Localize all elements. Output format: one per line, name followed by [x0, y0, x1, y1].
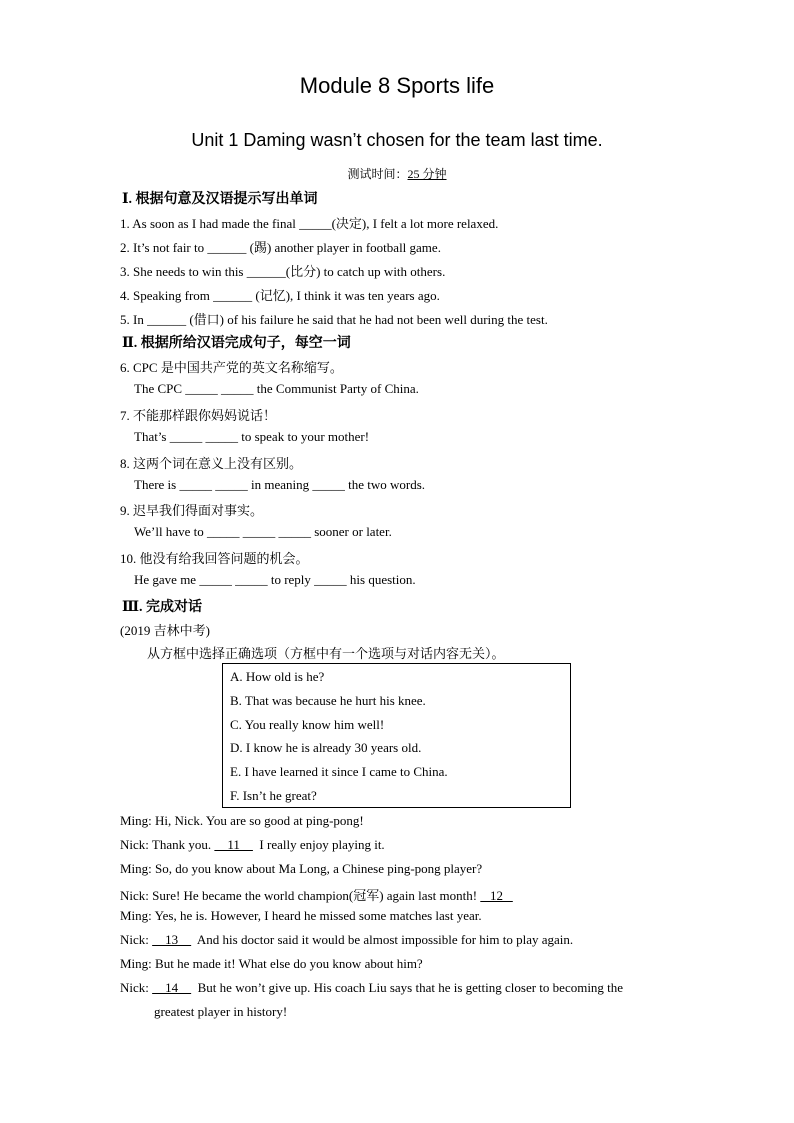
test-time [0, 165, 794, 182]
question-6-chinese: 6. CPC 是中国共产党的英文名称缩写。 [120, 360, 343, 375]
dialogue-text: Yes, he is. However, I heard he missed some matches last year. [154, 908, 482, 923]
speaker: Nick: [120, 837, 149, 852]
blank-14: 14 [152, 980, 192, 995]
blank-11: 11 [214, 837, 253, 852]
section-2-heading: Ⅱ. 根据所给汉语完成句子，每空一词 [122, 336, 351, 351]
dialogue-continuation: greatest player in history! [154, 1004, 288, 1019]
dialogue-text: But he won’t give up. His coach Liu says that he is getting closer to becoming the [191, 980, 624, 995]
question-1: 1. As soon as I had made the final _____(决定), I felt a lot more relaxed. [120, 216, 499, 231]
test-time-value: 25 分钟 [407, 167, 447, 181]
question-8-chinese: 8. 这两个词在意义上没有区别。 [120, 456, 303, 471]
dialogue-line [120, 932, 573, 948]
dialogue-text: So, do you know about Ma Long, a Chinese ping-pong player? [155, 861, 483, 876]
options-box [222, 663, 571, 808]
dialogue-line [120, 837, 385, 853]
section-1-heading: Ⅰ. 根据句意及汉语提示写出单词 [122, 192, 318, 207]
option-a: A. How old is he? [230, 669, 325, 684]
question-7-english: That’s _____ _____ to speak to your mother! [134, 429, 370, 444]
speaker: Nick: [120, 980, 149, 995]
blank-12: 12 [480, 888, 513, 903]
dialogue-text: But he made it! What else do you know about him? [155, 956, 423, 971]
question-9-english: We’ll have to _____ _____ _____ sooner or later. [134, 524, 392, 539]
question-10-chinese: 10. 他没有给我回答问题的机会。 [120, 551, 309, 566]
speaker: Ming: [120, 908, 152, 923]
speaker: Nick: [120, 932, 149, 947]
section-3-source: (2019 吉林中考) [120, 623, 210, 638]
option-f: F. Isn’t he great? [230, 788, 317, 803]
section-3-heading: Ⅲ. 完成对话 [122, 600, 203, 615]
question-6-english: The CPC _____ _____ the Communist Party of China. [134, 381, 419, 396]
question-7-chinese: 7. 不能那样跟你妈妈说话！ [120, 408, 277, 423]
speaker: Ming: [120, 956, 152, 971]
dialogue-line [120, 813, 364, 829]
question-2: 2. It’s not fair to ______ (踢) another player in football game. [120, 240, 441, 255]
dialogue-text: Hi, Nick. You are so good at ping-pong! [155, 813, 364, 828]
option-e: E. I have learned it since I came to China. [230, 764, 448, 779]
dialogue-line [120, 861, 482, 877]
dialogue-text: Thank you. [151, 837, 215, 852]
dialogue-line [120, 908, 482, 924]
dialogue-text: I really enjoy playing it. [252, 837, 385, 852]
question-5: 5. In ______ (借口) of his failure he said that he had not been well during the test. [120, 312, 548, 327]
option-c: C. You really know him well! [230, 717, 385, 732]
question-3: 3. She needs to win this ______(比分) to catch up with others. [120, 264, 446, 279]
dialogue-text: Sure! He became the world champion(冠军) again last month! [152, 888, 481, 903]
question-10-english: He gave me _____ _____ to reply _____ his question. [134, 572, 416, 587]
test-time-label: 测试时间： [347, 167, 408, 181]
option-b: B. That was because he hurt his knee. [230, 693, 426, 708]
speaker: Ming: [120, 861, 152, 876]
question-8-english: There is _____ _____ in meaning _____ the two words. [134, 477, 426, 492]
page-title: Module 8 Sports life [299, 73, 495, 98]
dialogue-line [120, 980, 623, 996]
question-4: 4. Speaking from ______ (记忆), I think it was ten years ago. [120, 288, 440, 303]
speaker: Nick: [120, 888, 149, 903]
blank-13: 13 [152, 932, 192, 947]
speaker: Ming: [120, 813, 152, 828]
dialogue-line [120, 956, 423, 972]
unit-subtitle: Unit 1 Daming wasn’t chosen for the team last time. [191, 130, 603, 150]
question-9-chinese: 9. 迟早我们得面对事实。 [120, 503, 264, 518]
dialogue-text: And his doctor said it would be almost impossible for him to play again. [191, 932, 574, 947]
section-3-instruction: 从方框中选择正确选项（方框中有一个选项与对话内容无关）。 [147, 646, 505, 661]
option-d: D. I know he is already 30 years old. [230, 740, 422, 755]
dialogue-line [120, 885, 513, 904]
